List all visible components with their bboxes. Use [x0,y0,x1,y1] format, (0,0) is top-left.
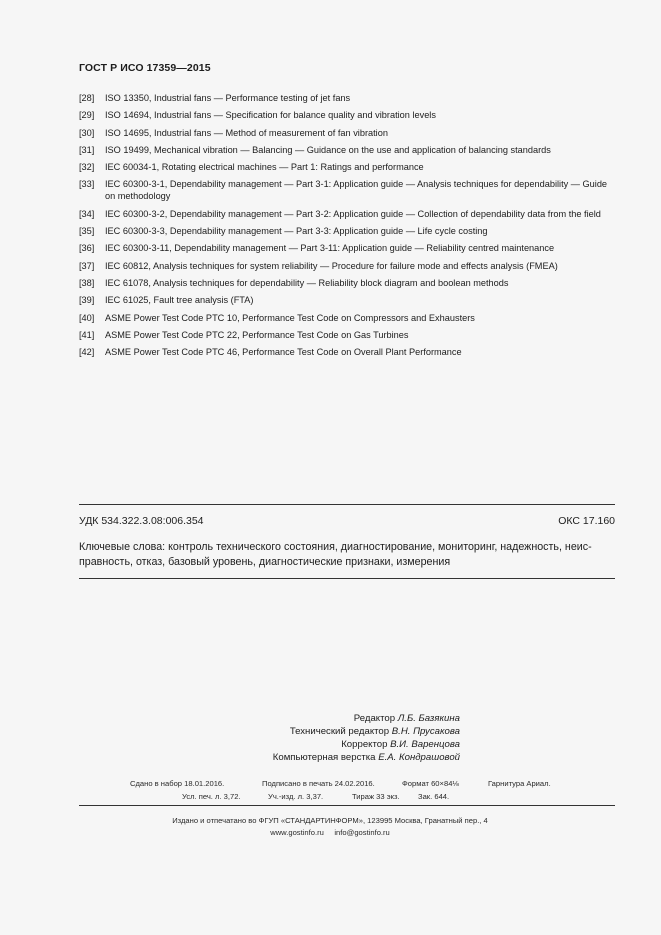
reference-number: [42] [79,347,95,358]
reference-item [79,92,619,104]
reference-number: [30] [79,127,95,138]
print-info [130,777,570,803]
divider-top [79,504,615,505]
reference-item [79,260,619,272]
reference-number: [35] [79,226,95,237]
staff-proofreader: Корректор В.И. Варенцова [341,739,460,750]
reference-number: [38] [79,277,95,288]
reference-text: ISO 14694, Industrial fans — Specification for balance quality and vibration levels [105,110,436,121]
reference-text: ISO 14695, Industrial fans — Method of measurement of fan vibration [105,127,388,138]
reference-number: [32] [79,162,95,173]
staff-layout: Компьютерная верстка Е.А. Кондрашовой [272,752,460,763]
reference-number: [39] [79,295,95,306]
reference-item [79,294,619,306]
reference-item [79,277,619,289]
reference-text: IEC 60300-3-3, Dependability management — Part 3-3: Application guide — Life cycle costing [105,226,488,237]
reference-item [79,346,619,358]
reference-item [79,144,619,156]
reference-number: [34] [79,208,95,219]
reference-text: IEC 60812, Analysis techniques for system reliability — Procedure for failure mode and effects analysis (FMEA) [105,260,558,271]
udk-code: УДК 534.322.3.08:006.354 [79,515,204,527]
reference-text: ISO 19499, Mechanical vibration — Balancing — Guidance on the use and application of balancing standards [105,144,551,155]
reference-text: IEC 60300-3-1, Dependability management — Part 3-1: Application guide — Analysis techniques for dependability — Guide on methodology [105,179,608,202]
reference-text: ISO 13350, Industrial fans — Performance testing of jet fans [105,93,351,103]
reference-item [79,178,619,202]
reference-item [79,109,619,121]
reference-item [79,329,619,341]
print-info-line-2: Усл. печ. л. 3,72. Уч.-изд. л. 3,37. Тираж 33 экз. Зак. 644. [182,792,450,801]
reference-number: [31] [79,144,95,155]
reference-number: [37] [79,260,95,271]
reference-text: IEC 60034-1, Rotating electrical machines — Part 1: Ratings and performance [105,162,424,173]
reference-text: ASME Power Test Code PTC 10, Performance Test Code on Compressors and Exhausters [105,312,475,323]
reference-item [79,312,619,324]
reference-text: IEC 61025, Fault tree analysis (FTA) [105,295,254,306]
editorial-staff [200,712,460,764]
divider-footer [79,805,615,806]
reference-item [79,225,619,237]
print-info-line-1: Сдано в набор 18.01.2016. Подписано в печать 24.02.2016. Формат 60×84⅛ Гарнитура Ариал. [130,779,551,788]
staff-editor: Редактор Л.Б. Базякина [353,713,460,724]
publisher-contacts: www.gostinfo.ru info@gostinfo.ru [270,827,390,837]
reference-item [79,161,619,173]
keywords-text: Ключевые слова: контроль технического состояния, диагностирование, мониторинг, надежность, неис-правность, отказ, базовый уровень, диагностические признаки, измерения [79,541,592,568]
reference-text: ASME Power Test Code PTC 22, Performance Test Code on Gas Turbines [105,329,409,340]
reference-text: IEC 60300-3-2, Dependability management — Part 3-2: Application guide — Collection of dependability data from the field [105,208,601,219]
divider-bottom [79,578,615,579]
reference-item [79,242,619,254]
oks-code: ОКС 17.160 [558,515,615,527]
reference-text: IEC 61078, Analysis techniques for dependability — Reliability block diagram and boolean methods [105,277,509,288]
publisher-address: Издано и отпечатано во ФГУП «СТАНДАРТИНФОРМ», 123995 Москва, Гранатный пер., 4 [172,816,488,825]
reference-number: [29] [79,110,95,121]
reference-item [79,208,619,220]
reference-number: [28] [79,93,95,103]
standard-id: ГОСТ Р ИСО 17359—2015 [79,62,211,74]
reference-number: [36] [79,243,95,254]
reference-number: [40] [79,312,95,323]
bibliography-list [79,92,619,363]
reference-item [79,127,619,139]
classification-row [79,515,615,527]
reference-text: ASME Power Test Code PTC 46, Performance Test Code on Overall Plant Performance [105,347,462,358]
reference-number: [33] [79,179,95,190]
publisher-info [120,815,540,838]
reference-number: [41] [79,329,95,340]
staff-tech-editor: Технический редактор В.Н. Прусакова [289,726,460,737]
reference-text: IEC 60300-3-11, Dependability management — Part 3-11: Application guide — Reliability centred maintenance [105,243,555,254]
